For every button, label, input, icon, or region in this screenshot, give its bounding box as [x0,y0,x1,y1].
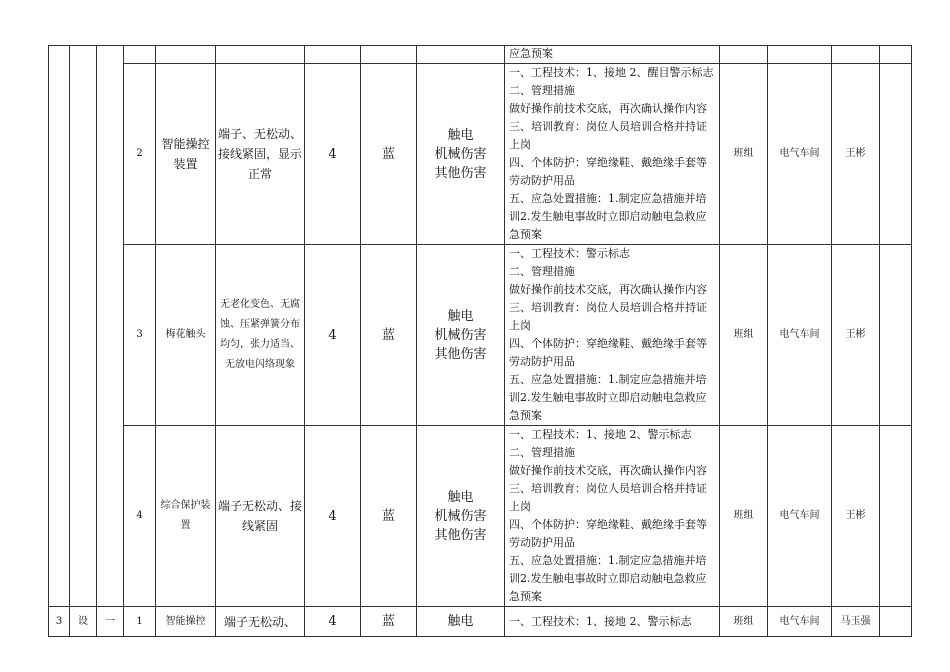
cell-subcategory: 一 [97,607,124,637]
measure-line: 二、管理措施 [509,265,575,278]
cell-level [720,46,768,64]
cell-color: 蓝 [361,64,417,245]
measure-line: 三、培训教育：岗位人员培训合格并持证上岗 [509,301,707,332]
cell-level: 班组 [720,426,768,607]
table-row [49,426,912,607]
cell-score: 4 [305,245,361,426]
cell-subcategory [97,46,124,607]
measure-line: 一、工程技术：警示标志 [509,247,630,260]
cell-score: 4 [305,426,361,607]
cell-extra [880,64,912,245]
measure-line: 三、培训教育：岗位人员培训合格并持证上岗 [509,120,707,151]
cell-score: 4 [305,607,361,637]
cell-hazards [417,607,505,637]
cell-device: 智能操控装置 [156,64,216,245]
cell-standard: 无老化变色、无腐蚀、压紧弹簧分布均匀，张力适当、无放电闪络现象 [216,245,305,426]
measure-line: 二、管理措施 [509,446,575,459]
cell-seq: 2 [124,64,156,245]
cell-dept: 电气车间 [768,607,832,637]
cell-score [305,46,361,64]
hazard-item: 机械伤害 [434,508,487,524]
hazard-item: 机械伤害 [434,146,487,162]
measure-line: 做好操作前技术交底，再次确认操作内容 [509,102,707,115]
cell-measures [505,64,720,245]
risk-control-table [48,45,912,637]
cell-standard: 端子无松动、 [216,607,305,637]
hazard-item: 其他伤害 [434,346,487,362]
cell-measures [505,245,720,426]
measure-line: 四、个体防护：穿绝缘鞋、戴绝缘手套等劳动防护用品 [509,518,707,549]
cell-level: 班组 [720,64,768,245]
measure-line: 二、管理措施 [509,84,575,97]
cell-device: 智能操控 [156,607,216,637]
cell-dept [768,46,832,64]
hazard-item: 其他伤害 [434,527,487,543]
cell-device: 梅花触头 [156,245,216,426]
cell-extra [880,607,912,637]
measure-line: 五、应急处置措施：1.制定应急措施并培训2.发生触电事故时立即启动触电急救应急预案 [509,554,707,603]
hazard-item: 触电 [447,127,474,143]
cell-dept: 电气车间 [768,245,832,426]
table-row [49,607,912,637]
cell-category: 设 [70,607,97,637]
table-row [49,245,912,426]
measure-line: 做好操作前技术交底，再次确认操作内容 [509,464,707,477]
measure-line: 五、应急处置措施：1.制定应急措施并培训2.发生触电事故时立即启动触电急救应急预案 [509,373,707,422]
cell-dept: 电气车间 [768,64,832,245]
hazard-item: 触电 [447,308,474,324]
cell-level: 班组 [720,607,768,637]
cell-standard [216,46,305,64]
cell-measures [505,426,720,607]
measure-line: 一、工程技术：1、接地 2、醒目警示标志 [509,66,714,79]
cell-device [156,46,216,64]
cell-standard: 端子无松动、接线紧固 [216,426,305,607]
cell-seq: 4 [124,426,156,607]
cell-standard: 端子、无松动、接线紧固，显示正常 [216,64,305,245]
cell-extra [880,426,912,607]
cell-seq: 1 [124,607,156,637]
table-row [49,64,912,245]
cell-color: 蓝 [361,245,417,426]
cell-color: 蓝 [361,607,417,637]
measure-line: 四、个体防护：穿绝缘鞋、戴绝缘手套等劳动防护用品 [509,156,707,187]
cell-index: 3 [49,607,70,637]
hazard-item: 触电 [447,489,474,505]
cell-color [361,46,417,64]
cell-device: 综合保护装置 [156,426,216,607]
cell-hazards [417,64,505,245]
cell-color: 蓝 [361,426,417,607]
cell-index [49,46,70,607]
measure-line: 一、工程技术：1、接地 2、警示标志 [509,428,692,441]
cell-score: 4 [305,64,361,245]
cell-person: 王彬 [832,426,880,607]
measure-line: 应急预案 [509,47,553,60]
cell-seq [124,46,156,64]
cell-extra [880,46,912,64]
cell-hazards [417,426,505,607]
cell-level: 班组 [720,245,768,426]
cell-hazards [417,245,505,426]
measure-line: 五、应急处置措施：1.制定应急措施并培训2.发生触电事故时立即启动触电急救应急预案 [509,192,707,241]
cell-extra [880,245,912,426]
table-row [49,46,912,64]
hazard-item: 机械伤害 [434,327,487,343]
cell-person: 王彬 [832,245,880,426]
hazard-item: 其他伤害 [434,165,487,181]
measure-line: 一、工程技术：1、接地 2、警示标志 [509,614,692,628]
cell-measures [505,607,720,637]
cell-measures [505,46,720,64]
measure-line: 四、个体防护：穿绝缘鞋、戴绝缘手套等劳动防护用品 [509,337,707,368]
cell-person: 王彬 [832,64,880,245]
hazard-item: 触电 [447,614,474,629]
measure-line: 三、培训教育：岗位人员培训合格并持证上岗 [509,482,707,513]
measure-line: 做好操作前技术交底，再次确认操作内容 [509,283,707,296]
cell-seq: 3 [124,245,156,426]
cell-person: 马玉强 [832,607,880,637]
cell-hazards [417,46,505,64]
cell-dept: 电气车间 [768,426,832,607]
cell-category [70,46,97,607]
cell-person [832,46,880,64]
